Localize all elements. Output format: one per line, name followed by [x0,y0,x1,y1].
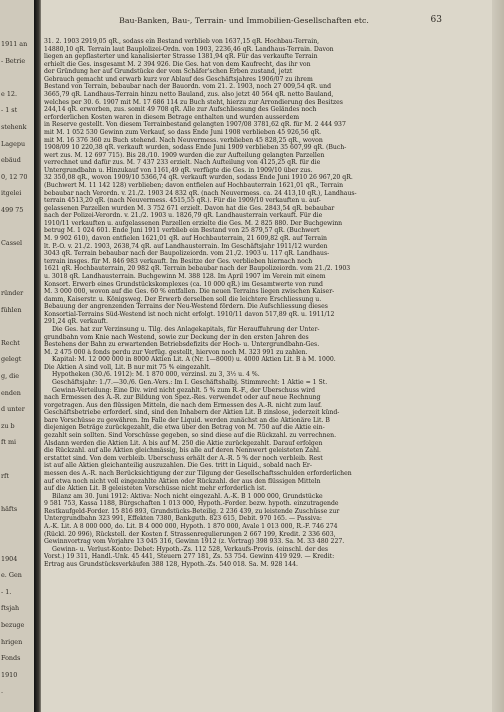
previous-page-fragment: 1911 an [1,40,28,48]
text-line: Alsdann werden die Aktien Lit. A bis auf M. 250 die Aktie zurückgezahlt. Darauf erfolgen [44,439,323,447]
previous-page-fragment: rft [1,471,9,480]
text-line: Gewinnvortrag vom Vorjahre 13 045 316, Gewinn 1912 (z. Vortrag) 398 933. Sa. M. 33 480 227. [44,538,345,546]
text-line: wert zus. M. 12 697 715). Bis 28./10. 1909 wurden die zur Aufteilung gelangten Parzellen [44,151,325,159]
previous-page-fragment: ft mi [1,438,17,447]
text-line: nach Ermessen des A.-R. zur Bildung von Spez.-Res. verwendet oder auf neue Rechnung [44,394,321,402]
text-line: Ertrag aus Grundstücksverkäufen 388 128, Hypoth.-Zs. 540 018. Sa. M. 928 144. [44,560,298,568]
previous-page-fragment: fühlen [1,305,22,314]
text-line: die Rückzahl. auf alle Aktien gleichmässig, bis alle auf deren Nennwert geleisteten Zahl. [44,447,321,455]
previous-page-fragment: e 12. [1,89,17,98]
previous-page-fragment: 1904 [1,554,18,563]
text-line: in Reserve gestellt. Von diesem Terrainbestand gelangten 1907/08 3781,62 qR. für M. 2 444 937 [44,121,346,129]
text-line: Untergrundbahn u. Hinzukauf von 1161,49 qR. verfügte die Ges. in 1909/10 über zus. [44,166,313,174]
text-line: gezahlt sein sollten. Sind Vorschüsse gegeben, so sind diese auf die Rückzahl. zu verrechnen. [44,432,337,440]
text-line: welches per 30. 6. 1907 mit M. 17 686 114 zu Buch steht, hierzu zur Arrondierung des Besitzes [44,98,343,106]
text-line: liegen an gepflasterter und kanalisierter Strasse 1381,94 qR. Für das verkaufte Terrain [44,53,318,61]
text-line: Die Ges. hat zur Verzinsung u. Tilg. des Anlagekapitals, für Herauffuhrung der Unter- [52,325,320,333]
text-line: Die Aktien A sind voll, Lit. B nur mit 75 % eingezahlt. [44,363,211,371]
text-line: 3043 qR. Terrain bebaubar nach der Baupolizeiordn. vom 21./2. 1903 u. 117 qR. Landhaus- [44,250,330,258]
text-line: 9 581 753, Kassa 1188, Bürgschaften 1 013 000, Hypoth.-Forder. bezw. hypoth. einzutragende [44,500,339,508]
page-edge [492,0,504,712]
text-line: grundbahn vom Knie nach Westend, sowie zur Deckung der in den ersten Jahren des [44,333,309,341]
text-line: Gewinn-Verteilung: Eine Div. wird nicht gezahlt. 5 % zum R.-F., der Überschuss wird [52,386,316,394]
previous-page-fragment: Lagepu [1,139,26,148]
text-line: Kapital: M. 12 000 000 in 8000 Aktien Lit. A (Nr. 1—8000) u. 4000 Aktien Lit. B à M. 1000. [52,356,336,364]
text-line: 3665,79 qR. Landhaus-Terrain hinzu netto Bauland, zus. also jetzt 40 564 qR. netto Bauland, [44,91,334,99]
previous-page-fragment: 1910 [1,670,18,679]
text-line: Gebrauch gemacht und erwarb kurz vor Ablauf des Geschäftsjahres 1906/07 zu ihrem [44,75,313,83]
text-line: gelassenen Parzellen wurden M. 3 752 671 erzielt. Davon hat die Ges. 2843,54 qR. bebaubar [44,204,335,212]
previous-page-fragment: Fonds [1,654,21,663]
text-line: diejenigen Beträge zurückgezahlt, die etwa über den Betrag von M. 750 auf die Aktie ein- [44,424,325,432]
text-line: nach der Polizei-Verordn. v. 21./2. 1903 u. 1826,79 qR. Landhausterrain verkauft. Für die [44,212,323,220]
text-line: 32 350,08 qR., wovon 1909/10 5366,74 qR. verkauft wurden, sodass Ende Juni 1910 26 967,20 qR. [44,174,353,182]
text-line: 1910/11 verkauften u. aufgelassenen Parzellen erzielte die Ges. M. 2 825 880. Der Buchgewinn [44,219,343,227]
text-line: u. 3018 qR. Landhausterrain. Buchgewinn M. 388 128. Im April 1907 im Verein mit einem [44,272,326,280]
text-line: mit M. 1 052 530 Gewinn zum Verkauf, so dass Ende Juni 1908 verblieben 45 926,56 qR. [44,128,322,136]
text-line: bare Vorschüsse zu gewähren. Im Falle der Liquid. werden zunächst an die Aktionäre Lit. B [44,416,330,424]
text-line: Konsort. Erwerb eines Grundstückskomplexes (ca. 10 000 qR.) im Gesamtwerte von rund [44,280,323,288]
previous-page-fragment: e. Gen [1,571,22,580]
text-line: Gewinn- u. Verlust-Konto: Debet: Hypoth.-Zs. 112 528, Verkaufs-Provis. (einschl. der des [52,545,329,553]
previous-page-fragment: Recht [1,338,20,347]
text-line: lt. P.-O. v. 21./2. 1903, 2638,74 qR. auf Landhausterrain. Im Geschäftsjahr 1911/12 wurden [44,242,328,250]
text-line: vorgetragen. Aus den flüssigen Mitteln, die nach dem Ermessen des A.-R. nicht zum lauf. [44,401,322,409]
text-line: 291,24 qR. verkauft. [44,318,108,326]
previous-page-fragment: d unter [1,405,25,414]
text-line: (Rückl. 20 996), Rückstell. der Kosten f. Strassenregulierungen 2 667 199, Kredit. 2 336 603, [44,530,336,538]
text-line: Untergrundbahn 323 991, Effekten 7380, Bankguth. 823 615, Debit. 970 165. — Passiva: [44,515,322,523]
previous-page-fragment: ftsjah [1,604,20,613]
text-line: betrug M. 1 024 601. Ende Juni 1911 verblieb ein Bestand von 25 879,57 qR. (Buchwert [44,227,320,235]
text-line: Restkaufgeld-Forder. 15 816 893, Grundstücks-Beteilig. 2 236 439, zu leistende Zuschüsse zur [44,507,340,515]
text-line: M. 9 902 610), davon entfielen 1621,01 qR. auf Hochbauterrain, 21 609,82 qR. auf Terrain [44,235,327,243]
text-line: Konsortial-Terrains Süd-Westend ist noch nicht erfolgt. 1910/11 davon 517,89 qR. u. 1911/12 [44,310,335,318]
previous-page-fragment: enden [1,388,21,397]
text-line: verrechnet und dafür zus. M. 7 437 233 erzielt. Nach Aufteilung von 4125,25 qR. für die [44,159,321,167]
text-line: Bestehens der Bahn zu erwartenden Betriebsdefizits der Hoch- u. Untergrundbahn-Ges. [44,341,320,349]
text-line: 14880,10 qR. Terrain laut Bauplolizei-Ordn. von 1903, 2236,46 qR. Landhaus-Terrain. Davon [44,45,334,53]
previous-page-fragment: - Betrie [1,56,26,65]
text-line: Bilanz am 30. Juni 1912: Aktiva: Noch nicht eingezahl. A.-K. B 1 000 000, Grundstücke [52,492,323,500]
previous-page-fragment: 0, 12 70 [1,172,28,181]
text-line: (Buchwert M. 11 142 128) verblieben; davon entfielen auf Hochbauterrain 1621,01 qR., Terrain [44,181,344,189]
previous-page-fragment: 499 75 [1,206,24,214]
text-line: Geschäftsjahr: 1./7.—30./6. Gen.-Vers.: Im I. Geschäftshalbj. Stimmrecht: 1 Aktie = 1 St. [52,379,328,387]
previous-page-fragment: zu b [1,421,15,430]
text-line: ist auf alle Aktien gleichanteilig auszuzahlen. Die Ges. tritt in Liquid., sobald nach Er- [44,462,312,470]
text-line: Hypotheken (30./6. 1912): M. 1 870 000, verzinsl. zu 3, 3½ u. 4 %. [52,371,260,379]
previous-page-fragment: Cassel [1,239,23,248]
text-line: der Gründung her auf Grundstücke der vom Schäfer'schen Erben zustand, jetzt [44,68,293,76]
previous-page-fragment: stehenk [1,123,27,131]
text-line: Geschäftsbetriebe erforderl. sind, sind den Inhabern der Aktien Lit. B zinslose, jederzeit künd- [44,409,340,417]
text-line: erstattet sind. Von dem verbleib. Überschuss erhält der A.-R. 5 % der noch verbleib. Rest [44,454,323,462]
previous-page-fragment: hrigen [1,637,23,646]
previous-page-fragment: - 1 st [1,106,18,115]
text-line: 1621 qR. Hochbauterrain, 20 982 qR. Terrain bebaubar nach der Baupolizeiordn. vom 21./2. 1903 [44,265,351,273]
previous-page-fragment: gelegt [1,355,22,364]
previous-page-strip [0,0,34,712]
text-line: erforderlichen Kosten waren in diesem Betrage enthalten und wurden ausserdem [44,113,300,121]
text-line: 31. 2. 1903 2919,05 qR., sodass ein Bestand verblieb von 1637,15 qR. Hochbau-Terrain, [44,38,320,45]
text-line: 1908/09 10 220,38 qR. verkauft wurden, sodass Ende Juni 1909 verblieben 35 607,99 qR. (Buch- [44,144,347,152]
text-line: A.-K. Lit. A 8 000 000, do. Lit. B 4 000 000, Hypoth. 1 870 000, Avale 1 013 000, R.-F. 746 274 [44,523,338,530]
previous-page-fragment: itgelei [1,189,22,198]
previous-page-fragment: g, die [1,372,20,380]
text-line: auf die Aktien Lit. B geleisteten Vorschüsse nicht mehr erforderlich ist. [44,485,267,493]
text-line: M. 2 475 000 à fonds perdu zur Verfüg. gestellt, hiervon noch M. 323 991 zu zahlen. [44,348,308,356]
text-line: damm, Kaiserstr. u. Königsweg. Der Erwerb derselben soll die leichtere Erschliessung u. [44,295,322,303]
text-line: mit M. 16 376 360 zu Buch stehend. Nach Neuvermess. verblieben 45 828,25 qR., wovon [44,136,323,144]
previous-page-fragment: häfts [1,504,18,513]
text-line: M. 3 000 000, wovon auf die Ges. 60 % entfallen. Die neuen Terrains liegen zwischen Kaiser- [44,288,335,296]
text-line: terrain 4513,20 qR. (nach Neuvermess. 4515,55 qR.). Für die 1909/10 verkauften u. auf- [44,197,321,205]
running-header: Bau-Banken, Bau-, Terrain- und Immobilien-Gesellschaften etc. [119,16,369,25]
text-line: Bestand von Terrain, bebaubar nach der Bauordn. vom 21. 2. 1903, noch 27 009,54 qR. und [44,83,331,91]
previous-page-fragment: bezuge [1,621,25,629]
previous-page-fragment: ründer [1,289,24,297]
body-text [44,38,444,568]
previous-page-fragment: - 1. [1,587,12,596]
previous-page-fragment: . [1,687,4,696]
page-number: 63 [430,15,442,25]
text-line: terrain insges. für M. 846 983 verkauft. Im Besitze der Ges. verblieben hiernach noch [44,257,313,265]
text-line: messen des A.-R. nach Berücksichtigung der zur Tilgung der Gesellschaftsschulden erforderlichen [44,469,352,477]
text-line: auf etwa noch nicht voll eingezahlte Aktien oder Rückzahl. der aus den flüssigen Mitteln [44,477,321,485]
text-line: erhielt die Ges. insgesamt M. 2 394 926. Die Ges. hat von dem Kaufrecht, das ihr von [44,60,311,68]
text-line: bebaubar nach Verordn. v. 21./2. 1903 24 832 qR. (nach Neuvermess. ca. 24 413,10 qR.), Landhaus- [44,189,357,197]
book-gutter [34,0,41,712]
text-line: Bebauung der angrenzenden Terrains der Neu-Westend fördern. Die Aufschliessung dieses [44,303,328,311]
text-line: Vorst.) 19 311, Handl.-Unk. 45 441, Steuern 277 181, Zs. 53 754. Gewinn 419 929. — Kredit: [44,553,335,561]
previous-page-fragment: ebäud [1,156,21,165]
text-line: 244,14 qR. erworben, zus. somit 49 708 qR. Alle zur Aufschliessung des Geländes noch [44,106,317,114]
